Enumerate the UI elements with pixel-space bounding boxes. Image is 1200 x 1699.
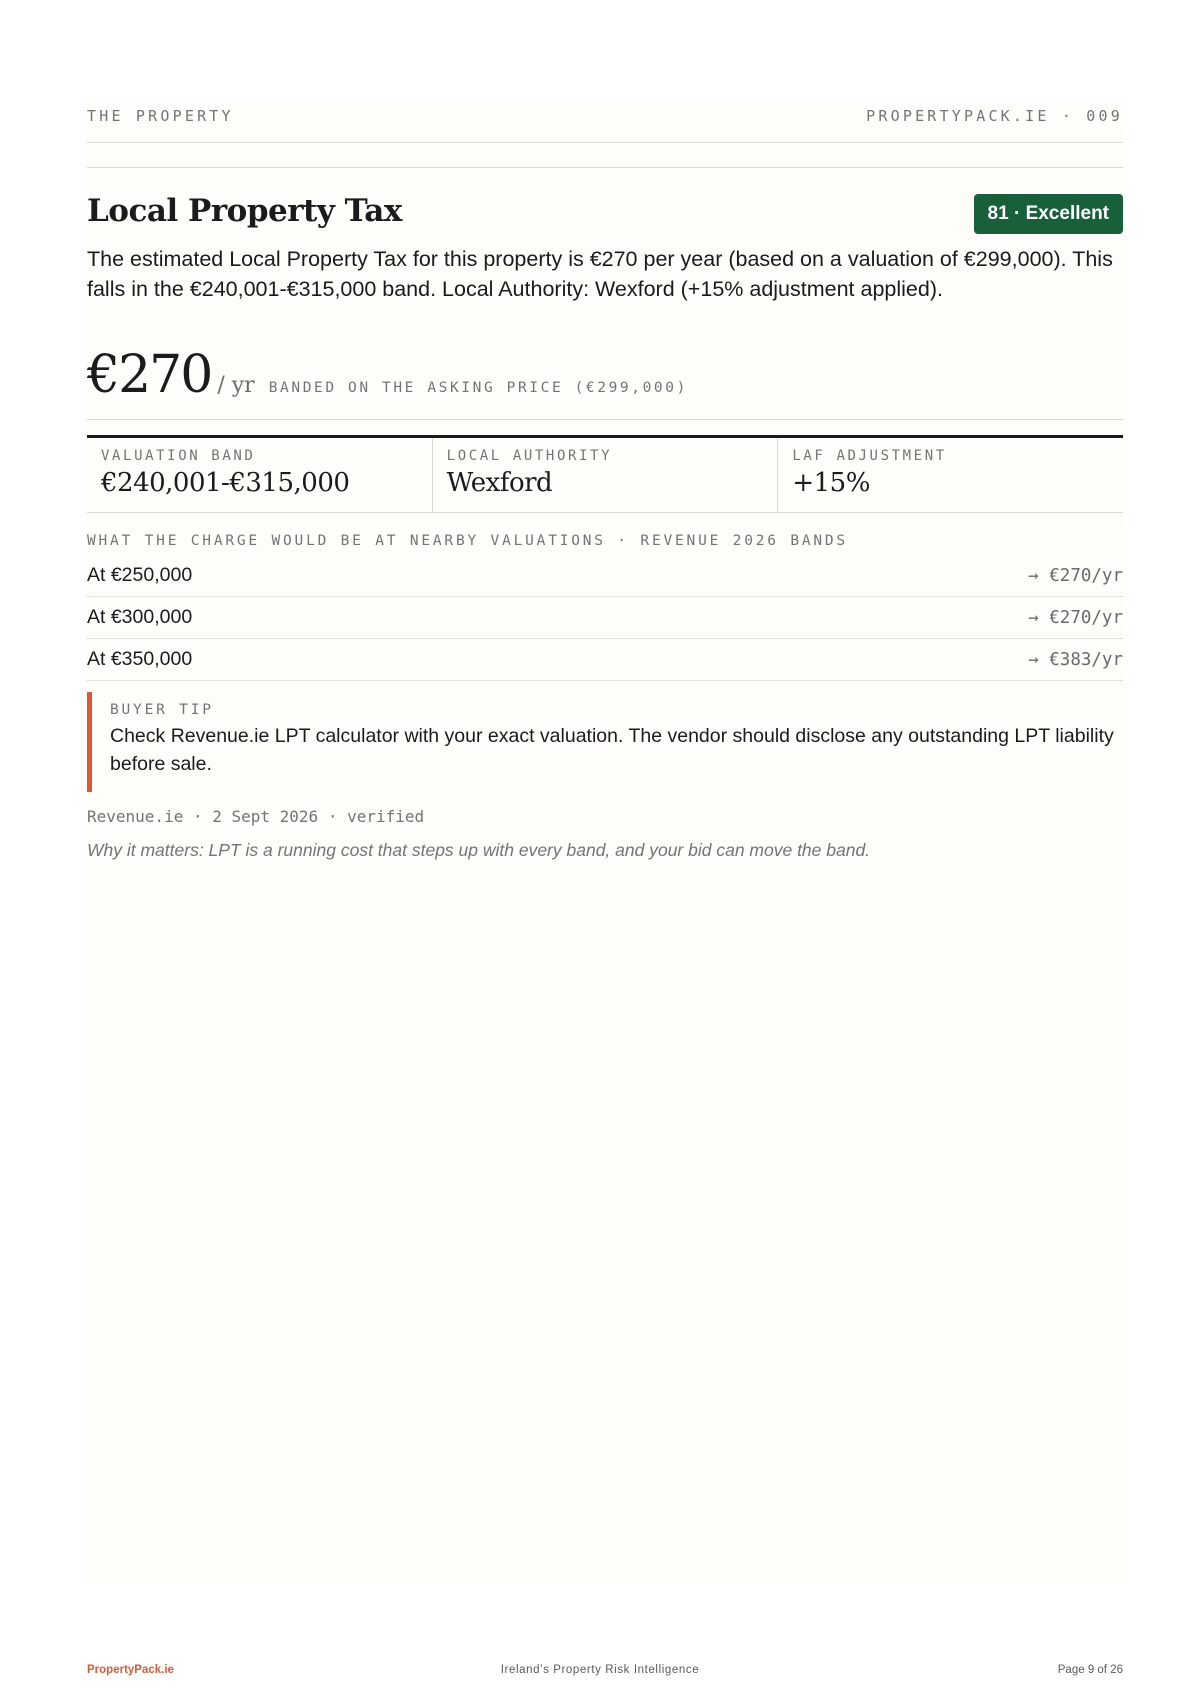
tip-label: BUYER TIP	[110, 702, 214, 718]
fact-value: €240,001-€315,000	[101, 468, 350, 498]
fact-valuation-band	[87, 438, 433, 512]
source-line: Revenue.ie · 2 Sept 2026 · verified	[87, 807, 425, 826]
charge-result: → €383/yr	[1028, 649, 1123, 670]
fact-laf-adjustment	[778, 438, 1123, 512]
valuation-label: At €300,000	[87, 606, 193, 628]
buyer-tip-callout	[87, 692, 1123, 792]
charge-result: → €270/yr	[1028, 607, 1123, 628]
fact-value: +15%	[792, 468, 870, 498]
score-badge: 81 · Excellent	[974, 194, 1123, 234]
fact-strip	[87, 435, 1123, 513]
nearby-valuations-heading: WHAT THE CHARGE WOULD BE AT NEARBY VALUATIONS · REVENUE 2026 BANDS	[87, 533, 848, 549]
section-title: Local Property Tax	[87, 193, 402, 229]
divider	[87, 419, 1123, 420]
divider	[87, 167, 1123, 168]
headline-amount: €270	[87, 345, 212, 405]
list-item	[87, 597, 1123, 639]
footer-brand: PropertyPack.ie	[87, 1664, 174, 1676]
list-item	[87, 639, 1123, 681]
running-header	[87, 100, 1123, 143]
fact-value: Wexford	[446, 468, 553, 498]
fact-label: LAF ADJUSTMENT	[792, 448, 947, 464]
list-item	[87, 555, 1123, 597]
fact-local-authority	[433, 438, 779, 512]
headline-unit: / yr	[217, 373, 255, 398]
headline-charge	[87, 345, 688, 415]
footer-page-number: Page 9 of 26	[1057, 1664, 1123, 1676]
charge-result: → €270/yr	[1028, 565, 1123, 586]
footer-tagline: Ireland’s Property Risk Intelligence	[500, 1664, 700, 1676]
fact-label: VALUATION BAND	[101, 448, 256, 464]
valuation-label: At €250,000	[87, 564, 193, 586]
tip-text: Check Revenue.ie LPT calculator with your exact valuation. The vendor should disclose any outstanding LPT liability before sale.	[110, 725, 1114, 775]
valuation-label: At €350,000	[87, 648, 193, 670]
intro-paragraph: The estimated Local Property Tax for this property is €270 per year (based on a valuation of €299,000). This falls in the €240,001-€315,000 band. Local Authority: Wexford (+15% adjustment applied).	[87, 247, 1113, 301]
fact-label: LOCAL AUTHORITY	[446, 448, 613, 464]
brand-page-number: PROPERTYPACK.IE · 009	[866, 107, 1123, 125]
headline-note: BANDED ON THE ASKING PRICE (€299,000)	[268, 380, 688, 396]
section-label: THE PROPERTY	[87, 107, 234, 125]
nearby-valuations-list	[87, 555, 1123, 681]
why-it-matters: Why it matters: LPT is a running cost that steps up with every band, and your bid can move the band.	[87, 840, 871, 860]
